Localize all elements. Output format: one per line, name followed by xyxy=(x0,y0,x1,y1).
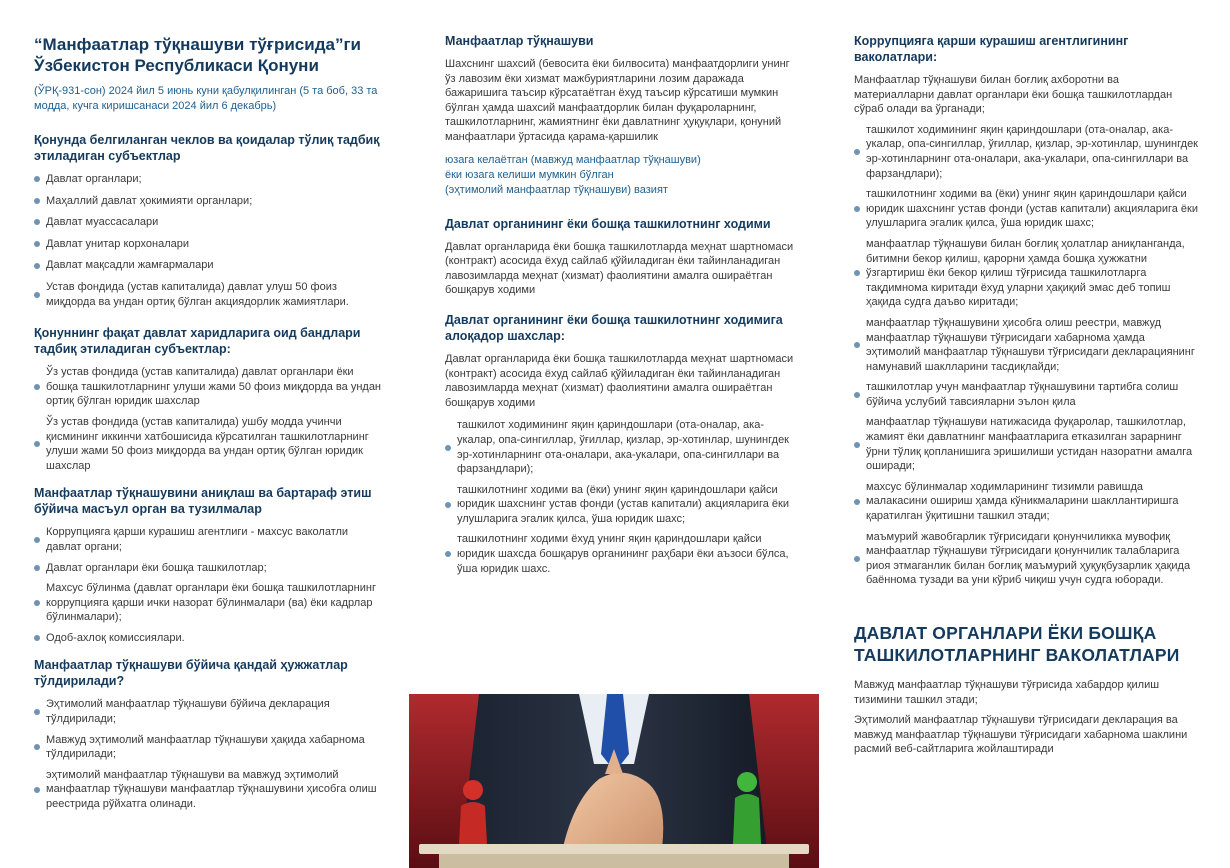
bullet-icon xyxy=(445,502,451,508)
document-subtitle: (ЎРҚ-931-сон) 2024 йил 5 июнь куни қабулқилинган (5 та боб, 33 та модда, кучга киришсанаси 2024 йил 6 декабрь) xyxy=(34,85,378,112)
section-heading-conflict-of-interest: Манфаатлар тўқнашуви xyxy=(445,34,594,48)
bullet-icon xyxy=(34,176,40,182)
list-item: Махсус бўлинма (давлат органлари ёки бошқа ташкилотларнинг коррупцияга қарши ички назорат бўлинмалари (ва) ёки кадрлар бўлинмалари); xyxy=(34,581,386,625)
list-item: Давлат органлари; xyxy=(34,172,386,187)
list-item: Эҳтимолий манфаатлар тўқнашуви бўйича декларация тўлдирилади; xyxy=(34,697,386,726)
list-item: Мавжуд эҳтимолий манфаатлар тўқнашуви ҳақида хабарнома тўлдирилади; xyxy=(34,733,386,762)
list-item: махсус бўлинмалар ходимларининг тизимли равишда малакасини ошириш ҳамда кўникмаларини шакллантиришга қаратилган ўқитишни ташкил этади; xyxy=(854,480,1198,524)
section-heading-organizations-powers: ДАВЛАТ ОРГАНЛАРИ ЁКИ БОШҚА ТАШКИЛОТЛАРНИНГ ВАКОЛАТЛАРИ xyxy=(854,623,1180,665)
section-heading-subjects-procurement: Қонуннинг фақат давлат харидларига оид бандлари тадбиқ этиладиган субъектлар: xyxy=(34,326,361,357)
list-item: ташкилотнинг ходими ёхуд унинг яқин қариндошлари қайси юридик шахсда бошқарув органининг раҳбари ёки аъзоси бўлса, ўша юридик шахс. xyxy=(445,532,795,576)
section-heading-documents: Манфаатлар тўқнашуви бўйича қандай ҳужжатлар тўлдирилади? xyxy=(34,658,348,689)
column-middle xyxy=(445,33,795,582)
bullet-icon xyxy=(34,441,40,447)
list-item: Давлат органлари ёки бошқа ташкилотлар; xyxy=(34,561,386,576)
handshake-balance-photo xyxy=(409,694,819,868)
list-item: Одоб-ахлоқ комиссиялари. xyxy=(34,631,386,646)
list-item: Коррупцияга қарши курашиш агентлиги - махсус ваколатли давлат органи; xyxy=(34,525,386,554)
photo-illustration xyxy=(409,694,819,868)
list-subjects-full xyxy=(34,172,386,309)
bullet-icon xyxy=(34,537,40,543)
list-item: Давлат мақсадли жамғармалари xyxy=(34,258,386,273)
list-agency-powers xyxy=(854,123,1198,588)
list-item: Давлат муассасалари xyxy=(34,215,386,230)
list-item: Устав фондида (устав капиталида) давлат улуш 50 фоиз миқдорда ва ундан ортиқ бўлган акциядорлик жамиятлари. xyxy=(34,280,386,309)
bullet-icon xyxy=(34,384,40,390)
section-heading-agency-powers: Коррупцияга қарши курашиш агентлигининг ваколатлари: xyxy=(854,34,1129,64)
list-subjects-procurement xyxy=(34,365,386,473)
list-item: манфаатлар тўқнашуви натижасида фуқаролар, ташкилотлар, жамият ёки давлатнинг манфаатларига етказилган зарарнинг ўрни тўлиқ қопланишига эришилиши устидан назоратни амалга оширади; xyxy=(854,415,1198,473)
section-heading-related-persons: Давлат органининг ёки бошқа ташкилотнинг ходимига алоқадор шахслар: xyxy=(445,312,783,343)
bullet-icon xyxy=(854,342,860,348)
bullet-icon xyxy=(34,787,40,793)
definition-text: Шахснинг шахсий (бевосита ёки билвосита) манфаатдорлиги унинг ўз лавозим ёки хизмат мажбуриятларини лозим даражада бажаришига таъсир кўрсатаётган ёхуд таъсир кўрсатиши мумкин бўлган ҳамда шахсий манфаатдорлик билан фуқароларнинг, ташкилотларнинг, жамиятнинг ёки давлатнинг ҳуқуқлари, қонуний манфаатлари ўртасида қарама-қаршилик xyxy=(445,58,790,143)
list-item: Маҳаллий давлат ҳокимияти органлари; xyxy=(34,194,386,209)
list-item: ташкилот ходимининг яқин қариндошлари (ота-оналар, ака-укалар, опа-сингиллар, ўғиллар, қизлар, эр-хотинлар, шунингдек эр-хотинларнинг ота-оналари, ака-укалари, опа-сингиллари ва фарзандлари); xyxy=(445,418,795,476)
list-item: манфаатлар тўқнашуви билан боғлиқ ҳолатлар аниқланганда, битимни бекор қилиш, қарорни ҳамда бошқа ҳужжатни ўзгартириш ёки бекор қилиш тўғрисида ташкилотларга тақдимнома киритади ёхуд уларни ҳақиқий эмас деб топиш ҳақида судга даъво киритади; xyxy=(854,237,1198,310)
bullet-icon xyxy=(34,263,40,269)
bullet-icon xyxy=(34,635,40,641)
bullet-icon xyxy=(854,149,860,155)
column-left xyxy=(34,34,386,818)
related-persons-text: Давлат органларида ёки бошқа ташкилотларда меҳнат шартномаси (контракт) асосида ёхуд сайлаб қўйиладиган ёки тайинланадиган лавозимларда меҳнат (хизмат) фаолиятини амалга ошираётган бошқарув ходими xyxy=(445,352,794,409)
section-heading-subjects-full: Қонунда белгиланган чеклов ва қоидалар тўлиқ тадбиқ этиладиган субъектлар xyxy=(34,133,380,163)
list-item: эҳтимолий манфаатлар тўқнашуви ва мавжуд эҳтимолий манфаатлар тўқнашуви манфаатлар тўқнашувини ҳисобга олиш реестрида рўйхатга олинади. xyxy=(34,768,386,812)
list-item: ташкилотлар учун манфаатлар тўқнашувини тартибга солиш бўйича услубий тавсияларни эълон қила xyxy=(854,380,1198,409)
list-item: ташкилотнинг ходими ва (ёки) унинг яқин қариндошлари қайси юридик шахснинг устав фонди (устав капитали) акцияларига ёки улушларига эгалик қилса, ўша юридик шахс; xyxy=(445,483,795,527)
bullet-icon xyxy=(34,198,40,204)
bullet-icon xyxy=(34,565,40,571)
bullet-icon xyxy=(34,744,40,750)
section-heading-employee: Давлат органининг ёки бошқа ташкилотнинг ходими xyxy=(445,216,771,231)
list-item: Давлат унитар корхоналари xyxy=(34,237,386,252)
list-item: Ўз устав фондида (устав капиталида) ушбу модда учинчи қисмининг иккинчи хатбошисида кўрсатилган ташкилотларнинг улуши жами 50 фоиз миқдорда ва ундан ортиқ бўлган юридик шахслар xyxy=(34,415,386,473)
bullet-icon xyxy=(854,499,860,505)
list-item: ташкилотнинг ходими ва (ёки) унинг яқин қариндошлари қайси юридик шахснинг устав фонди (устав капитали) акцияларига ёки улушларига эгалик қилса, ўша юридик шахс; xyxy=(854,187,1198,231)
organizations-powers-text-2: Эҳтимолий манфаатлар тўқнашуви тўғрисидаги декларация ва мавжуд манфаатлар тўқнашуви тўғрисидаги хабарнома шаклини расмий веб-сайтларига жойлаштиради xyxy=(854,714,1188,756)
bullet-icon xyxy=(34,292,40,298)
employee-text: Давлат органларида ёки бошқа ташкилотларда меҳнат шартномаси (контракт) асосида ёхуд сайлаб қўйиладиган ёки тайинланадиган лавозимларда меҳнат (хизмат) фаолиятини амалга ошираётган бошқарув ходими xyxy=(445,240,794,297)
bullet-icon xyxy=(34,241,40,247)
bullet-icon xyxy=(445,551,451,557)
list-responsible-bodies xyxy=(34,525,386,645)
list-item: манфаатлар тўқнашувини ҳисобга олиш реестри, мавжуд манфаатлар тўқнашуви тўғрисидаги хабарнома ҳамда эҳтимолий манфаатлар тўқнашуви тўғрисидаги декларациянинг намунавий шаклларини тасдиқлайди; xyxy=(854,316,1198,374)
bullet-icon xyxy=(854,556,860,562)
bullet-icon xyxy=(445,445,451,451)
definition-highlight: юзага келаётган (мавжуд манфаатлар тўқнашуви) ёки юзага келиши мумкин бўлган (эҳтимолий манфаатлар тўқнашуви) вазият xyxy=(445,153,701,196)
list-item: Ўз устав фондида (устав капиталида) давлат органлари ёки бошқа ташкилотларнинг улуши жами 50 фоиз миқдорда ва ундан ортиқ бўлган юридик шахслар xyxy=(34,365,386,409)
list-item: маъмурий жавобгарлик тўғрисидаги қонунчиликка мувофиқ манфаатлар тўқнашуви тўғрисидаги қонунчилик талабларига риоя этмаганлик билан боғлиқ маъмурий ҳуқуқбузарлик ҳақида баённома тузади ва уни кўриб чиқиш учун судга юборади. xyxy=(854,530,1198,588)
bullet-icon xyxy=(34,600,40,606)
column-right xyxy=(854,33,1198,757)
bullet-icon xyxy=(854,206,860,212)
bullet-icon xyxy=(854,392,860,398)
bullet-icon xyxy=(854,442,860,448)
organizations-powers-text-1: Мавжуд манфаатлар тўқнашуви тўғрисида хабардор қилиш тизимини ташкил этади; xyxy=(854,679,1160,706)
bullet-icon xyxy=(854,270,860,276)
document-title: “Манфаатлар тўқнашуви тўғрисида”ги Ўзбекистон Республикаси Қонуни xyxy=(34,35,361,75)
list-related-persons xyxy=(445,418,795,576)
list-item: ташкилот ходимининг яқин қариндошлари (ота-оналар, ака-укалар, опа-сингиллар, ўғиллар, қизлар, эр-хотинлар, шунингдек эр-хотинларнинг ота-оналари, ака-укалари, опа-сингиллари ва фарзандлари); xyxy=(854,123,1198,181)
list-documents xyxy=(34,697,386,811)
agency-intro-text: Манфаатлар тўқнашуви билан боғлиқ ахборотни ва материалларни давлат органлари ёки бошқа ташкилотлардан сўраб олади ва ўрганади; xyxy=(854,74,1173,116)
bullet-icon xyxy=(34,219,40,225)
bullet-icon xyxy=(34,709,40,715)
section-heading-responsible-bodies: Манфаатлар тўқнашувини аниқлаш ва бартараф этиш бўйича масъул орган ва тузилмалар xyxy=(34,486,372,517)
